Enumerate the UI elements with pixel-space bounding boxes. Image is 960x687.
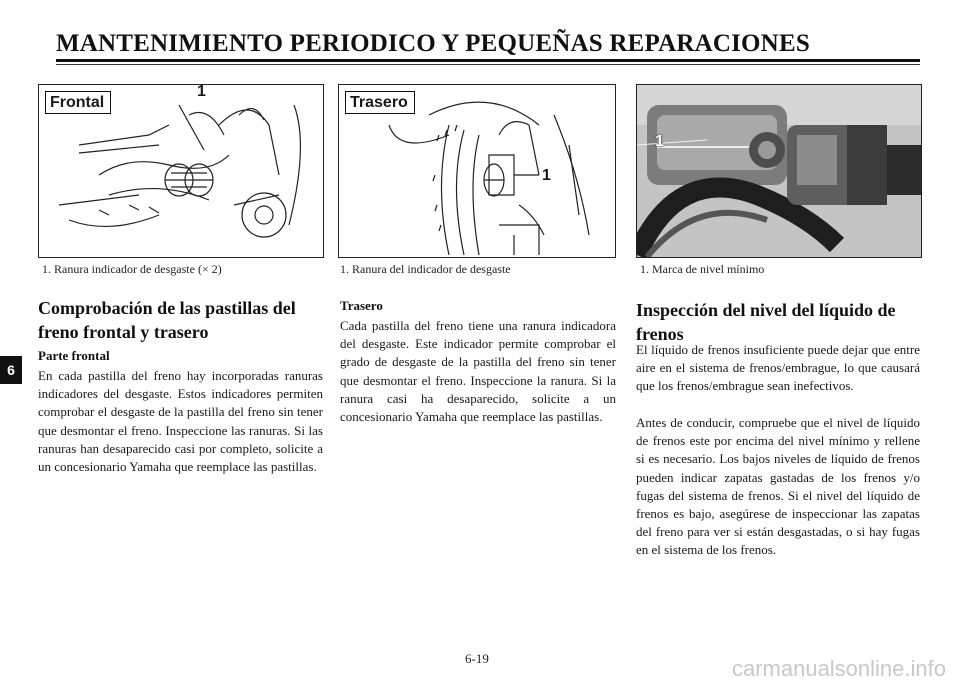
rear-figure-caption: 1. Ranura del indicador de desgaste — [340, 262, 511, 276]
front-figure-label: Frontal — [45, 91, 111, 114]
photo-callout-number: 1 — [655, 133, 664, 150]
photo-figure-caption: 1. Marca de nivel mínimo — [640, 262, 765, 276]
chapter-tab: 6 — [0, 356, 22, 384]
rear-figure-label: Trasero — [345, 91, 415, 114]
header-rule-thick — [56, 59, 920, 62]
front-figure-caption: 1. Ranura indicador de desgaste (× 2) — [42, 262, 222, 276]
rear-brake-illustration — [338, 84, 616, 258]
brake-fluid-reservoir-photo — [636, 84, 922, 258]
reservoir-photo-drawing — [637, 85, 921, 257]
rear-callout-number: 1 — [542, 167, 551, 184]
rear-subheading: Trasero — [340, 298, 383, 313]
front-brake-illustration — [38, 84, 324, 258]
brake-fluid-paragraph-1: El líquido de frenos insuficiente puede dejar que entre aire en el sistema de frenos/embrague, lo que causará que los frenos/embrague sean inefectivos. — [636, 342, 920, 394]
brake-fluid-section-title: Inspección del nivel del líquido de frenos — [636, 300, 896, 344]
page-number: 6-19 — [465, 651, 489, 666]
rear-brake-body-text: Cada pastilla del freno tiene una ranura indicadora del desgaste. Este indicador permite comprobar el grado de desgaste de la pastilla del freno sin tener que desmontar el freno. Inspeccione la ranura. Si la ranura casi ha desaparecido, solicite a un concesionario Yamaha que reemplace las pastillas. — [340, 318, 616, 425]
brake-pads-section-title: Comprobación de las pastillas del freno frontal y trasero — [38, 298, 296, 342]
brake-fluid-paragraph-2: Antes de conducir, compruebe que el nivel de líquido de frenos este por encima del nivel mínimo y rellene si es necesario. Los bajos niveles de líquido de frenos pueden indicar zapatas gastadas de los frenos y/o fugas del sistema de frenos. Si el nivel del líquido de frenos es bajo, asegúrese de inspeccionar las zapatas del freno para ver si están desgastadas, o si hay fugas en el sistema de los frenos. — [636, 415, 920, 558]
front-subheading: Parte frontal — [38, 348, 110, 363]
header-rule-thin — [56, 64, 920, 65]
front-brake-body-text: En cada pastilla del freno hay incorporadas ranuras indicadores del desgaste. Estos indicadores permiten comprobar el desgaste de la pastilla del freno sin tener que desmontar el freno. Inspeccione las ranuras. Si las ranuras han desaparecido casi por completo, solicite a un concesionario Yamaha que reemplace las pastillas. — [38, 368, 323, 475]
front-callout-number: 1 — [197, 84, 206, 100]
watermark: carmanualsonline.info — [731, 656, 946, 681]
page-header-title: MANTENIMIENTO PERIODICO Y PEQUEÑAS REPARACIONES — [56, 30, 810, 57]
